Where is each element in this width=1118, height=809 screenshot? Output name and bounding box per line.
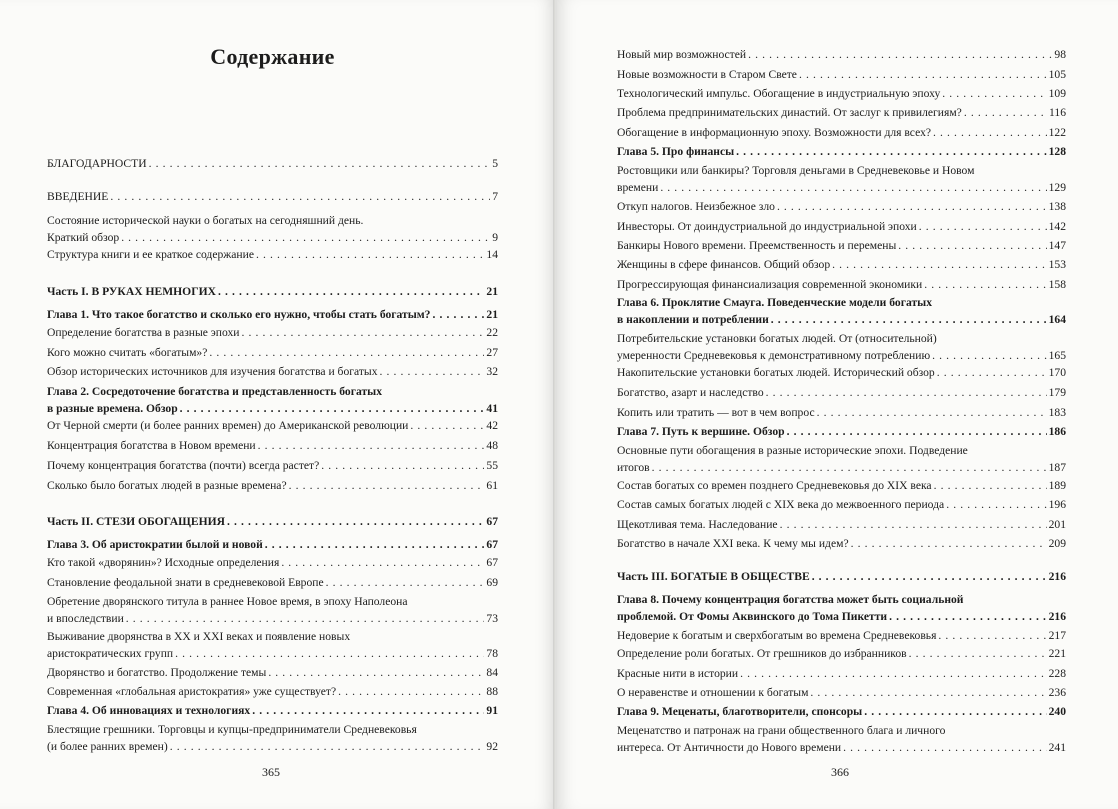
toc-entry-row — [47, 363, 498, 380]
toc-page-number: 14 — [486, 248, 498, 261]
toc-page-number: 69 — [486, 576, 498, 589]
toc-entry-row — [47, 513, 498, 530]
toc-entry — [47, 188, 498, 205]
toc-entry-text: Глава 2. Сосредоточение богатства и представленность богатых — [47, 385, 383, 398]
toc-entry-row — [47, 188, 498, 205]
toc-entry-row — [47, 536, 498, 553]
toc-page-number: 5 — [492, 157, 498, 170]
toc-entry — [47, 363, 498, 380]
dot-leader — [924, 276, 1046, 293]
dot-leader — [252, 702, 484, 719]
toc-page-number: 228 — [1048, 667, 1066, 680]
toc-entry-text: Меценатство и патронаж на грани общественного блага и личного — [617, 724, 946, 737]
toc-page-number: 7 — [492, 190, 498, 203]
toc-entry-row — [617, 46, 1066, 63]
toc-entry-row — [617, 665, 1066, 682]
toc-entry — [47, 417, 498, 434]
toc-entry-text: Глава 4. Об инновациях и технологиях — [47, 704, 251, 717]
toc-entry-text: Новые возможности в Старом Свете — [617, 68, 797, 81]
toc-entry — [47, 721, 498, 755]
toc-entry — [617, 330, 1066, 364]
toc-entry-row — [617, 627, 1066, 644]
dot-leader — [964, 104, 1047, 121]
toc-page-number: 91 — [486, 704, 498, 717]
dot-leader — [736, 143, 1046, 160]
toc-entry — [47, 457, 498, 474]
toc-page-number: 179 — [1048, 386, 1066, 399]
dot-leader — [326, 574, 485, 591]
dot-leader — [843, 739, 1046, 756]
toc-entry-text: Инвесторы. От доиндустриальной до индустриальной эпохи — [617, 220, 917, 233]
toc-entry — [617, 516, 1066, 533]
toc-entry — [47, 683, 498, 700]
toc-page-number: 128 — [1048, 145, 1066, 158]
dot-leader — [338, 683, 484, 700]
dot-leader — [268, 664, 484, 681]
toc-entry-text: Ростовщики или банкиры? Торговля деньгами в Средневековье и Новом — [617, 164, 975, 177]
dot-leader — [748, 46, 1052, 63]
toc-entry-text: Краткий обзор — [47, 231, 120, 244]
toc-entry-text: Выживание дворянства в XX и XXI веках и появление новых — [47, 630, 351, 643]
dot-leader — [258, 437, 485, 454]
toc-page-number: 138 — [1048, 200, 1066, 213]
toc-entry — [47, 246, 498, 263]
toc-entry-row — [617, 347, 1066, 364]
toc-entry-row — [617, 198, 1066, 215]
dot-leader — [652, 459, 1047, 476]
toc-entry-text: Основные пути обогащения в разные исторические эпохи. Подведение — [617, 444, 968, 457]
toc-page-number: 153 — [1048, 258, 1066, 271]
toc-entry-row — [617, 459, 1066, 476]
toc-entry-row — [617, 66, 1066, 83]
toc-page-number: 216 — [1048, 610, 1066, 623]
toc-entry — [47, 306, 498, 323]
toc-entry-text: Обзор исторических источников для изучения богатства и богатых — [47, 365, 378, 378]
toc-entry-row — [617, 85, 1066, 102]
toc-entry-row — [47, 477, 498, 494]
toc-entry — [47, 628, 498, 662]
toc-entry-text: в разные времена. Обзор — [47, 402, 178, 415]
toc-page-number: 21 — [486, 285, 498, 298]
toc-entry-text: Банкиры Нового времени. Преемственность и перемены — [617, 239, 897, 252]
toc-page-number: 158 — [1048, 278, 1066, 291]
toc-entry-row — [617, 535, 1066, 552]
toc-page-number: 164 — [1048, 313, 1066, 326]
toc-entry — [617, 66, 1066, 83]
toc-entry-row — [47, 229, 498, 246]
toc-entry — [617, 237, 1066, 254]
dot-leader — [864, 703, 1046, 720]
toc-entry-row — [47, 344, 498, 361]
toc-entry — [617, 364, 1066, 381]
toc-entry — [47, 324, 498, 341]
toc-entry-text: Часть I. В РУКАХ НЕМНОГИХ — [47, 285, 216, 298]
toc-entry-row — [47, 574, 498, 591]
toc-page-number: 22 — [486, 326, 498, 339]
toc-entry-row — [47, 306, 498, 323]
toc-page-number: 21 — [486, 308, 498, 321]
toc-page-number: 92 — [486, 740, 498, 753]
toc-entry-row — [47, 324, 498, 341]
dot-leader — [889, 608, 1047, 625]
toc-page-number: 201 — [1048, 518, 1066, 531]
dot-leader — [380, 363, 485, 380]
toc-entry — [617, 218, 1066, 235]
dot-leader — [170, 738, 485, 755]
toc-entry-row — [617, 276, 1066, 293]
toc-entry — [617, 442, 1066, 476]
toc-entry-text: умеренности Средневековья к демонстративному потреблению — [617, 349, 931, 362]
toc-page-number: 98 — [1054, 48, 1066, 61]
dot-leader — [946, 496, 1046, 513]
toc-entry-row — [47, 738, 498, 755]
page-title: Содержание — [210, 44, 335, 69]
toc-entry-text: Глава 6. Проклятие Смауга. Поведенческие модели богатых — [617, 296, 933, 309]
toc-page-number: 42 — [486, 419, 498, 432]
toc-page-number: 61 — [486, 479, 498, 492]
dot-leader — [934, 477, 1047, 494]
toc-page-number: 84 — [486, 666, 498, 679]
dot-leader — [777, 198, 1047, 215]
toc-page-number: 27 — [486, 346, 498, 359]
toc-entry-row — [617, 739, 1066, 756]
page-number-left: 365 — [262, 765, 280, 779]
dot-leader — [942, 85, 1046, 102]
toc-entry-text: времени — [617, 181, 659, 194]
dot-leader — [209, 344, 484, 361]
toc-page-number: 105 — [1048, 68, 1066, 81]
toc-entry — [47, 383, 498, 417]
toc-page-number: 240 — [1048, 705, 1066, 718]
toc-entry-text: Щекотливая тема. Наследование — [617, 518, 778, 531]
dot-leader — [898, 237, 1046, 254]
dot-leader — [812, 568, 1047, 585]
dot-leader — [227, 513, 484, 530]
toc-entry-row — [617, 404, 1066, 421]
toc-entry — [617, 46, 1066, 63]
dot-leader — [938, 627, 1046, 644]
toc-entry-text: Красные нити в истории — [617, 667, 739, 680]
toc-entry — [617, 722, 1066, 756]
toc-page-number: 187 — [1048, 461, 1066, 474]
toc-entry-text: и впоследствии — [47, 612, 124, 625]
toc-page-number: 67 — [486, 538, 498, 551]
toc-left — [0, 0, 555, 809]
dot-leader — [780, 516, 1047, 533]
toc-page-number: 147 — [1048, 239, 1066, 252]
dot-leader — [799, 66, 1047, 83]
toc-entry — [617, 384, 1066, 401]
toc-entry-row — [47, 457, 498, 474]
toc-entry — [47, 664, 498, 681]
dot-leader — [218, 283, 484, 300]
toc-page-number: 165 — [1048, 349, 1066, 362]
toc-page-number: 236 — [1048, 686, 1066, 699]
toc-entry — [47, 554, 498, 571]
dot-leader — [932, 347, 1046, 364]
toc-page-number: 241 — [1048, 741, 1066, 754]
toc-entry — [617, 294, 1066, 328]
toc-entry — [617, 496, 1066, 513]
toc-entry-text: Дворянство и богатство. Продолжение темы — [47, 666, 267, 679]
toc-entry-text: Блестящие грешники. Торговцы и купцы-предприниматели Средневековья — [47, 723, 417, 736]
toc-entry-text: Кто такой «дворянин»? Исходные определения — [47, 556, 280, 569]
dot-leader — [766, 384, 1047, 401]
toc-entry — [47, 702, 498, 719]
toc-page-number: 88 — [486, 685, 498, 698]
toc-entry — [617, 198, 1066, 215]
toc-entry-text: Копить или тратить — вот в чем вопрос — [617, 406, 815, 419]
toc-entry-text: ВВЕДЕНИЕ — [47, 190, 109, 203]
toc-entry-text: Глава 3. Об аристократии былой и новой — [47, 538, 263, 551]
toc-entry-row — [617, 516, 1066, 533]
toc-entry-text: Глава 8. Почему концентрация богатства может быть социальной — [617, 593, 964, 606]
toc-entry-text: Глава 7. Путь к вершине. Обзор — [617, 425, 785, 438]
dot-leader — [851, 535, 1047, 552]
toc-entry-row — [47, 610, 498, 627]
toc-entry-text: Глава 9. Меценаты, благотворители, спонсоры — [617, 705, 863, 718]
toc-entry — [617, 85, 1066, 102]
toc-entry-row — [47, 246, 498, 263]
toc-entry-text: Современная «глобальная аристократия» уже существует? — [47, 685, 337, 698]
toc-entry-text: Концентрация богатства в Новом времени — [47, 439, 256, 452]
toc-entry-text: Потребительские установки богатых людей. От (относительной) — [617, 332, 937, 345]
toc-page-number: 78 — [486, 647, 498, 660]
dot-leader — [289, 477, 485, 494]
toc-entry — [617, 404, 1066, 421]
toc-entry — [617, 143, 1066, 160]
toc-entry-text: итогов — [617, 461, 650, 474]
toc-page-number: 73 — [486, 612, 498, 625]
dot-leader — [832, 256, 1046, 273]
toc-entry-row — [617, 179, 1066, 196]
toc-entry-row — [617, 218, 1066, 235]
toc-entry — [47, 344, 498, 361]
toc-entry-row — [617, 703, 1066, 720]
toc-entry-text: Богатство в начале XXI века. К чему мы идем? — [617, 537, 849, 550]
dot-leader — [771, 311, 1047, 328]
toc-entry-text: БЛАГОДАРНОСТИ — [47, 157, 147, 170]
toc-entry-text: Сколько было богатых людей в разные времена? — [47, 479, 287, 492]
toc-entry-row — [617, 496, 1066, 513]
dot-leader — [937, 364, 1047, 381]
toc-entry-row — [617, 124, 1066, 141]
toc-page-number: 186 — [1048, 425, 1066, 438]
toc-entry — [617, 665, 1066, 682]
toc-entry-row — [47, 683, 498, 700]
toc-entry-text: Состав богатых со времен позднего Средневековья до XIX века — [617, 479, 932, 492]
toc-entry-text: аристократических групп — [47, 647, 174, 660]
toc-entry-row — [47, 155, 498, 172]
toc-entry-row — [47, 437, 498, 454]
toc-entry-row — [47, 283, 498, 300]
toc-entry — [47, 283, 498, 300]
toc-entry — [617, 423, 1066, 440]
dot-leader — [787, 423, 1047, 440]
toc-entry — [617, 703, 1066, 720]
dot-leader — [909, 645, 1047, 662]
toc-entry — [617, 104, 1066, 121]
toc-entry-text: проблемой. От Фомы Аквинского до Тома Пикетти — [617, 610, 888, 623]
dot-leader — [242, 324, 485, 341]
toc-page-number: 217 — [1048, 629, 1066, 642]
dot-leader — [281, 554, 484, 571]
toc-page-number: 196 — [1048, 498, 1066, 511]
toc-entry-text: Обретение дворянского титула в раннее Новое время, в эпоху Наполеона — [47, 595, 408, 608]
toc-entry-text: Становление феодальной знати в средневековой Европе — [47, 576, 324, 589]
toc-page-number: 67 — [486, 556, 498, 569]
toc-right — [557, 0, 1118, 809]
toc-entry-row — [617, 143, 1066, 160]
toc-entry — [47, 212, 498, 246]
toc-page-number: 109 — [1048, 87, 1066, 100]
toc-entry-row — [617, 645, 1066, 662]
dot-leader — [810, 684, 1046, 701]
toc-entry-row — [617, 568, 1066, 585]
toc-entry-text: Накопительские установки богатых людей. Исторический обзор — [617, 366, 935, 379]
dot-leader — [149, 155, 491, 172]
toc-entry-text: Состояние исторической науки о богатых на сегодняшний день. — [47, 214, 364, 227]
toc-entry-row — [47, 702, 498, 719]
dot-leader — [432, 306, 484, 323]
dot-leader — [933, 124, 1047, 141]
dot-leader — [180, 400, 485, 417]
toc-entry-row — [617, 256, 1066, 273]
toc-entry — [617, 627, 1066, 644]
dot-leader — [265, 536, 485, 553]
toc-page-number: 32 — [486, 365, 498, 378]
toc-entry-text: Женщины в сфере финансов. Общий обзор — [617, 258, 831, 271]
toc-entry-row — [617, 364, 1066, 381]
toc-entry-text: Определение богатства в разные эпохи — [47, 326, 240, 339]
toc-entry — [617, 276, 1066, 293]
right-page — [557, 0, 1118, 809]
toc-entry-row — [617, 608, 1066, 625]
toc-entry — [47, 477, 498, 494]
toc-entry-text: Обогащение в информационную эпоху. Возможности для всех? — [617, 126, 932, 139]
dot-leader — [110, 188, 490, 205]
toc-entry-text: в накоплении и потреблении — [617, 313, 769, 326]
toc-entry — [617, 124, 1066, 141]
page-number-right: 366 — [831, 765, 849, 779]
toc-entry-row — [617, 104, 1066, 121]
toc-entry-text: Глава 5. Про финансы — [617, 145, 735, 158]
toc-entry-text: Кого можно считать «богатым»? — [47, 346, 208, 359]
dot-leader — [121, 229, 490, 246]
toc-page-number: 189 — [1048, 479, 1066, 492]
dot-leader — [410, 417, 484, 434]
toc-entry-text: Структура книги и ее краткое содержание — [47, 248, 254, 261]
toc-entry-text: Состав самых богатых людей с XIX века до межвоенного периода — [617, 498, 945, 511]
dot-leader — [126, 610, 485, 627]
toc-entry-text: Технологический импульс. Обогащение в индустриальную эпоху — [617, 87, 941, 100]
toc-entry — [47, 513, 498, 530]
toc-entry-row — [47, 645, 498, 662]
dot-leader — [817, 404, 1047, 421]
toc-entry-text: От Черной смерти (и более ранних времен) до Американской революции — [47, 419, 409, 432]
toc-page-number: 209 — [1048, 537, 1066, 550]
toc-entry-row — [617, 384, 1066, 401]
toc-page-number: 67 — [486, 515, 498, 528]
toc-entry-text: Определение роли богатых. От грешников до избранников — [617, 647, 907, 660]
toc-page-number: 41 — [486, 402, 498, 415]
toc-entry-row — [47, 417, 498, 434]
toc-entry-text: Богатство, азарт и наследство — [617, 386, 764, 399]
toc-entry — [47, 536, 498, 553]
toc-entry-row — [617, 237, 1066, 254]
toc-entry — [617, 645, 1066, 662]
toc-page-number: 122 — [1048, 126, 1066, 139]
toc-entry-text: интереса. От Античности до Нового времени — [617, 741, 842, 754]
toc-page-number: 221 — [1048, 647, 1066, 660]
toc-entry-text: Откуп налогов. Неизбежное зло — [617, 200, 775, 213]
toc-entry-text: О неравенстве и отношении к богатым — [617, 686, 809, 699]
toc-entry-row — [47, 554, 498, 571]
toc-page-number: 9 — [492, 231, 498, 244]
toc-entry-text: Почему концентрация богатства (почти) всегда растет? — [47, 459, 320, 472]
toc-entry — [617, 568, 1066, 585]
toc-entry — [617, 591, 1066, 625]
toc-page-number: 55 — [486, 459, 498, 472]
toc-page-number: 170 — [1048, 366, 1066, 379]
toc-entry — [617, 535, 1066, 552]
dot-leader — [660, 179, 1046, 196]
dot-leader — [256, 246, 484, 263]
dot-leader — [175, 645, 484, 662]
toc-page-number: 183 — [1048, 406, 1066, 419]
toc-page-number: 48 — [486, 439, 498, 452]
toc-page-number: 129 — [1048, 181, 1066, 194]
toc-entry-row — [47, 400, 498, 417]
toc-entry-row — [617, 684, 1066, 701]
toc-entry-text: Прогрессирующая финансиализация современной экономики — [617, 278, 923, 291]
toc-entry — [47, 437, 498, 454]
toc-page-number: 116 — [1049, 106, 1066, 119]
toc-entry-text: (и более ранних времен) — [47, 740, 168, 753]
toc-entry-text: Новый мир возможностей — [617, 48, 747, 61]
toc-entry — [47, 593, 498, 627]
toc-page-number: 142 — [1048, 220, 1066, 233]
toc-entry — [617, 256, 1066, 273]
toc-entry-text: Часть III. БОГАТЫЕ В ОБЩЕСТВЕ — [617, 570, 810, 583]
toc-entry-text: Глава 1. Что такое богатство и сколько его нужно, чтобы стать богатым? — [47, 308, 431, 321]
dot-leader — [321, 457, 484, 474]
toc-entry — [617, 477, 1066, 494]
toc-entry-text: Часть II. СТЕЗИ ОБОГАЩЕНИЯ — [47, 515, 225, 528]
toc-entry-row — [617, 311, 1066, 328]
toc-entry-row — [617, 423, 1066, 440]
left-page — [0, 0, 555, 809]
toc-page-number: 216 — [1048, 570, 1066, 583]
dot-leader — [919, 218, 1047, 235]
toc-entry — [617, 162, 1066, 196]
toc-entry — [47, 574, 498, 591]
toc-entry-row — [617, 477, 1066, 494]
toc-entry-row — [47, 664, 498, 681]
toc-entry-text: Недоверие к богатым и сверхбогатым во времена Средневековья — [617, 629, 937, 642]
dot-leader — [740, 665, 1047, 682]
toc-entry-text: Проблема предпринимательских династий. От заслуг к привилегиям? — [617, 106, 962, 119]
toc-entry — [617, 684, 1066, 701]
toc-entry — [47, 155, 498, 172]
